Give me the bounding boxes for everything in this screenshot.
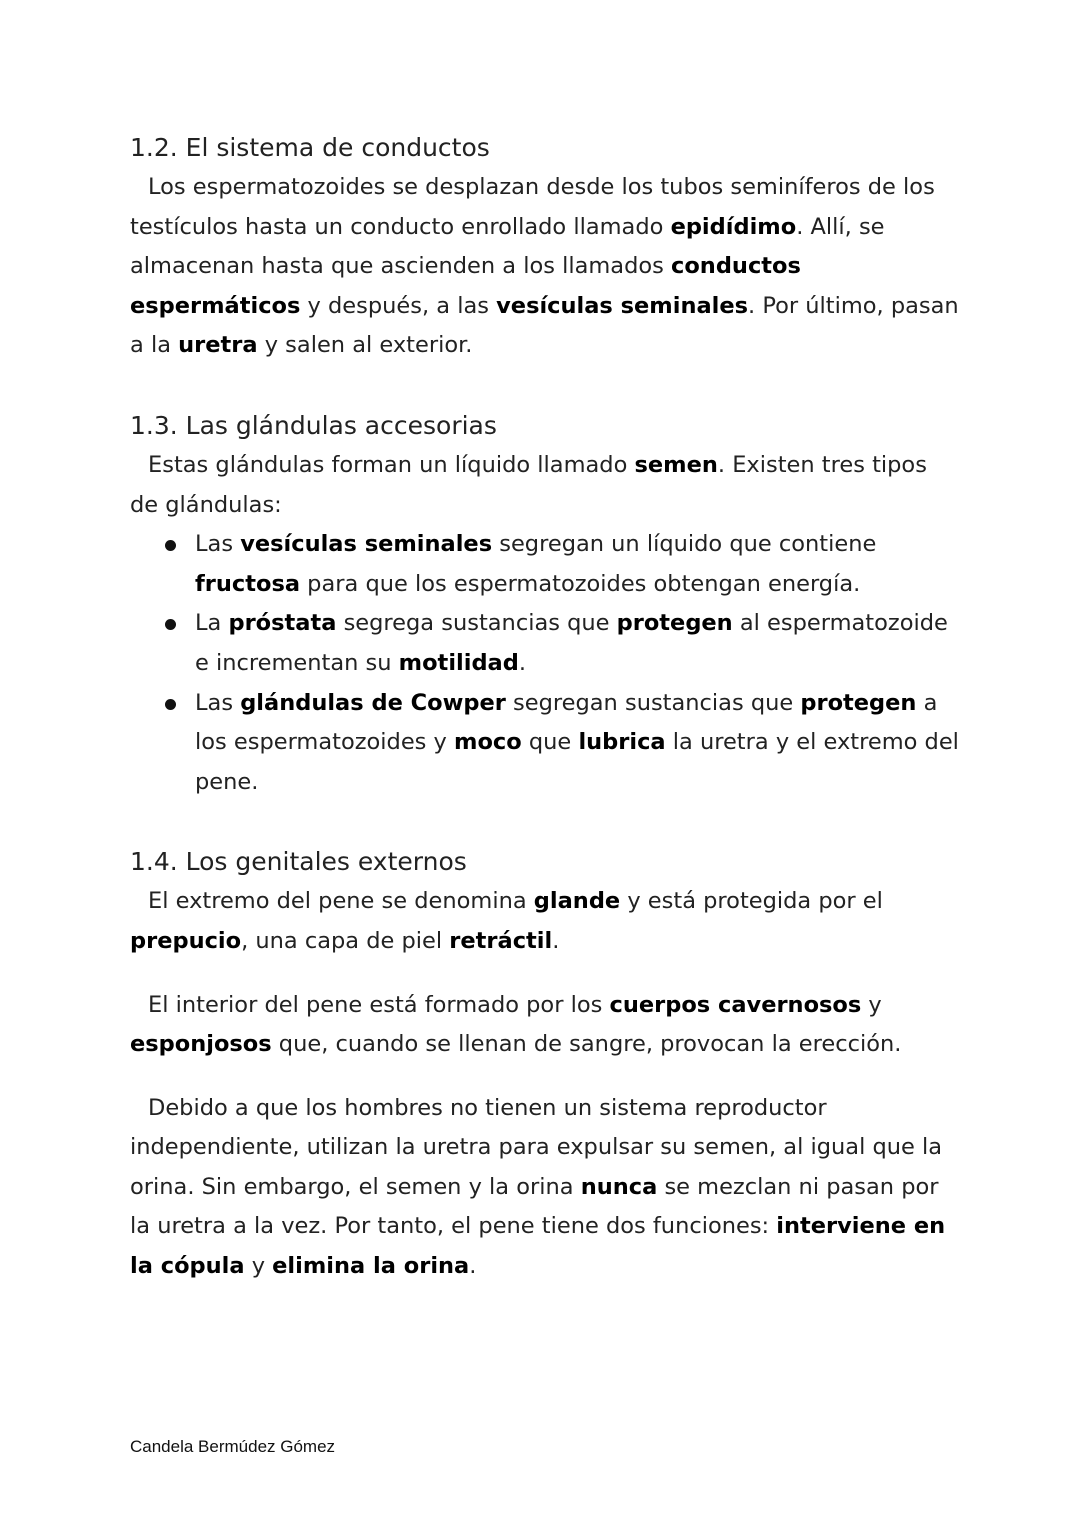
bold-term: uretra — [178, 332, 258, 359]
text-run: que — [521, 729, 579, 756]
text-run: . Existen tres tipos de glándulas: — [130, 451, 927, 518]
text-run: y salen al exterior. — [257, 332, 473, 359]
list-item-text — [195, 610, 948, 676]
bold-term: esponjosos — [130, 1031, 272, 1058]
paragraph — [130, 446, 960, 525]
bold-term: próstata — [228, 610, 337, 637]
text-run: . — [552, 927, 560, 954]
text-run: para que los espermatozoides obtengan energía. — [300, 570, 861, 597]
text-run: . Por último, pasan a la — [130, 292, 959, 359]
text-run: . — [469, 1253, 477, 1280]
section-heading: 1.2. El sistema de conductos — [130, 133, 490, 162]
text-run: la uretra y el extremo del pene. — [195, 729, 959, 795]
text-run: que, cuando se llenan de sangre, provocan la erección. — [271, 1031, 902, 1058]
bold-term: elimina la orina — [272, 1253, 470, 1280]
paragraph — [130, 168, 960, 366]
text-run: Estas glándulas forman un líquido llamado — [148, 451, 635, 478]
bold-term: glándulas de Cowper — [240, 689, 506, 716]
bold-term: interviene en la cópula — [130, 1213, 946, 1280]
bold-term: semen — [634, 451, 718, 478]
text-run: Las — [195, 531, 241, 558]
text-run: y — [244, 1253, 273, 1280]
text-run: . Allí, se almacenan hasta que ascienden a los llamados — [130, 213, 885, 280]
text-run: segregan un líquido que contiene — [492, 531, 877, 558]
section-conductos — [130, 128, 960, 366]
text-run: El interior del pene está formado por los — [148, 991, 610, 1018]
bold-term: cuerpos cavernosos — [609, 991, 862, 1018]
bold-term: moco — [454, 729, 522, 756]
list-item — [195, 604, 960, 683]
paragraph — [130, 986, 960, 1065]
bold-term: nunca — [580, 1173, 658, 1200]
text-run: y — [861, 991, 882, 1018]
text-run: se mezclan ni pasan por la uretra a la vez. Por tanto, el pene tiene dos funciones: — [130, 1173, 939, 1240]
bullet-icon — [165, 619, 176, 630]
bullet-icon — [165, 699, 176, 710]
bold-term: lubrica — [578, 729, 666, 756]
text-run: a los espermatozoides y — [195, 689, 938, 756]
text-run: Las — [195, 689, 241, 716]
bold-term: vesículas seminales — [496, 292, 749, 319]
text-run: segrega sustancias que — [336, 610, 617, 637]
list-item-text — [195, 690, 959, 795]
bullet-icon — [165, 540, 176, 551]
text-run: . — [518, 649, 527, 676]
paragraph — [130, 1089, 960, 1287]
text-run: al espermatozoide e incrementan su — [195, 610, 948, 676]
bold-term: vesículas seminales — [240, 531, 493, 558]
footer-author: Candela Bermúdez Gómez — [130, 1437, 336, 1456]
list-item-text — [195, 531, 876, 597]
paragraph — [130, 882, 960, 961]
text-run: y está protegida por el — [620, 888, 883, 915]
section-glandulas — [130, 406, 960, 802]
section-heading: 1.4. Los genitales externos — [130, 847, 467, 877]
list-item — [195, 525, 960, 604]
bold-term: conductos espermáticos — [130, 253, 801, 319]
bold-term: motilidad — [398, 649, 519, 676]
bold-term: fructosa — [195, 570, 301, 597]
bold-term: protegen — [800, 689, 917, 716]
bullet-list — [130, 525, 960, 802]
bold-term: protegen — [616, 610, 733, 637]
document-body — [130, 128, 960, 1327]
section-heading: 1.3. Las glándulas accesorias — [130, 410, 497, 440]
list-item — [195, 684, 960, 803]
text-run: , una capa de piel — [241, 927, 450, 954]
bold-term: prepucio — [130, 927, 242, 954]
text-run: y después, a las — [300, 292, 497, 319]
text-run: Los espermatozoides se desplazan desde los tubos seminíferos de los testículos hasta un conducto enrollado llamado — [130, 174, 935, 240]
text-run: El extremo del pene se denomina — [148, 888, 534, 915]
section-genitales — [130, 842, 960, 1286]
text-run: La — [195, 610, 229, 637]
bold-term: glande — [533, 888, 621, 915]
bold-term: epidídimo — [670, 213, 797, 240]
text-run: segregan sustancias que — [505, 689, 801, 716]
bold-term: retráctil — [449, 927, 553, 954]
text-run: Debido a que los hombres no tienen un sistema reproductor independiente, utilizan la uretra para expulsar su semen, al igual que la orina. Sin embargo, el semen y la orina — [130, 1094, 943, 1200]
